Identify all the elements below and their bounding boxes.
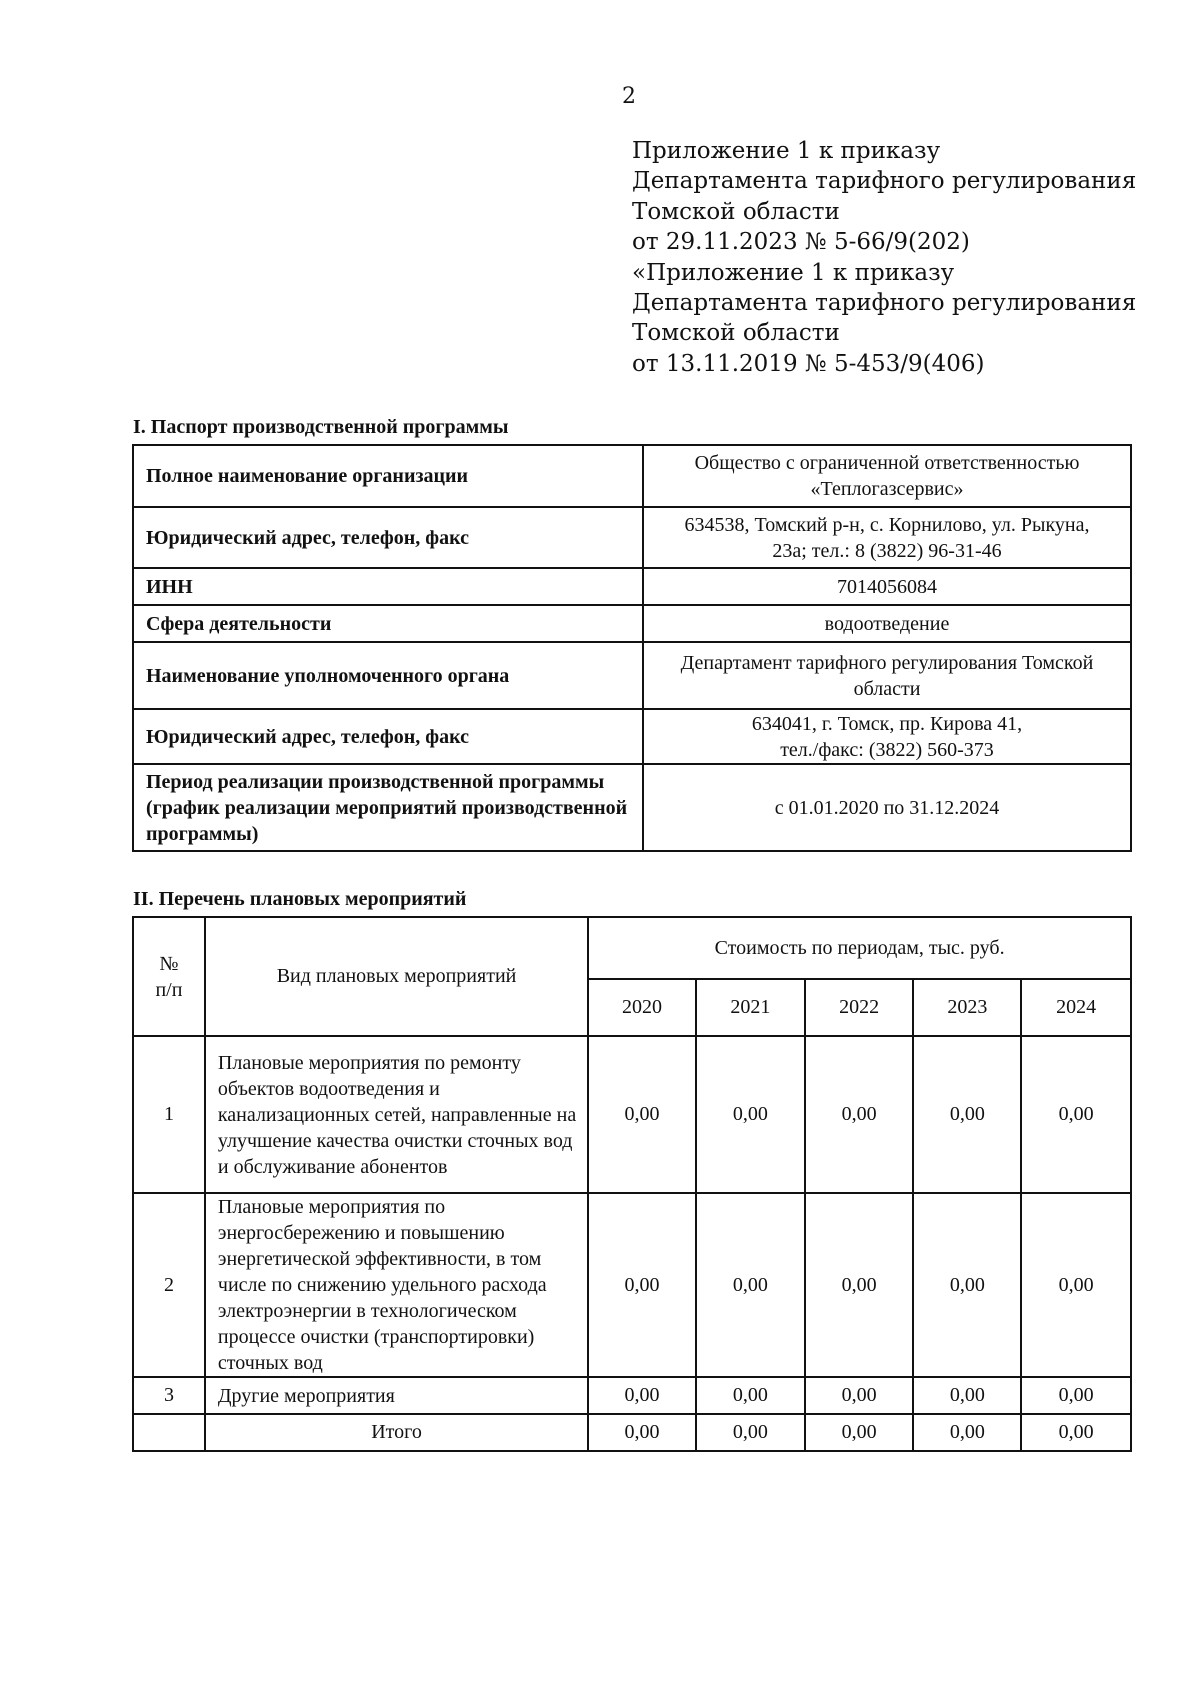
value-cell: 0,00: [805, 1377, 914, 1414]
activity-column-header: Вид плановых мероприятий: [205, 917, 588, 1036]
passport-label: Полное наименование организации: [133, 445, 643, 507]
value-cell: 0,00: [805, 1036, 914, 1193]
appendix-line: Томской области: [632, 198, 840, 225]
value-cell: 0,00: [1021, 1193, 1131, 1377]
year-header: 2024: [1021, 979, 1131, 1036]
value-cell: 0,00: [913, 1377, 1021, 1414]
passport-label: Период реализации производственной программы (график реализации мероприятий производственной программы): [133, 764, 643, 851]
passport-value: [643, 764, 1131, 851]
total-value: 0,00: [696, 1414, 805, 1451]
passport-value-line: Общество с ограниченной ответственностью: [694, 452, 1080, 474]
value-cell: 0,00: [913, 1036, 1021, 1193]
passport-row: [133, 445, 1131, 507]
total-label: Итого: [205, 1414, 588, 1451]
passport-value: [643, 709, 1131, 764]
value-cell: 0,00: [805, 1193, 914, 1377]
passport-row: [133, 605, 1131, 642]
activity-cell: Плановые мероприятия по ремонту объектов водоотведения и канализационных сетей, направленные на улучшение качества очистки сточных вод и обслуживание абонентов: [205, 1036, 588, 1193]
year-header: 2020: [588, 979, 696, 1036]
value-cell: 0,00: [913, 1193, 1021, 1377]
value-cell: 0,00: [696, 1193, 805, 1377]
appendix-line: от 29.11.2023 № 5-66/9(202): [632, 229, 970, 256]
value-cell: 0,00: [588, 1193, 696, 1377]
appendix-line: Департамента тарифного регулирования: [632, 290, 1137, 317]
appendix-line: Приложение 1 к приказу: [632, 138, 941, 164]
passport-value-line: водоотведение: [824, 612, 950, 635]
value-cell: 0,00: [1021, 1036, 1131, 1193]
plan-header-row: [133, 917, 1131, 979]
passport-value: [643, 507, 1131, 568]
passport-value-line: 634538, Томский р-н, с. Корнилово, ул. Рыкуна,: [684, 513, 1090, 536]
empty-cell: [133, 1414, 205, 1451]
passport-label: Юридический адрес, телефон, факс: [133, 507, 643, 568]
passport-value-line: «Теплогазсервис»: [810, 478, 964, 500]
passport-row: [133, 764, 1131, 851]
section2-title: II. Перечень плановых мероприятий: [133, 888, 467, 910]
passport-row: [133, 642, 1131, 709]
total-value: 0,00: [805, 1414, 914, 1451]
passport-value: [643, 445, 1131, 507]
passport-value-line: 634041, г. Томск, пр. Кирова 41,: [751, 712, 1023, 735]
appendix-line: от 13.11.2019 № 5-453/9(406): [632, 350, 985, 377]
passport-value: [643, 605, 1131, 642]
table-row: [133, 1036, 1131, 1193]
value-cell: 0,00: [696, 1377, 805, 1414]
total-value: 0,00: [1021, 1414, 1131, 1451]
plan-table: [132, 916, 1132, 1452]
value-cell: 0,00: [1021, 1377, 1131, 1414]
passport-row: [133, 709, 1131, 764]
appendix-line: Департамента тарифного регулирования: [632, 168, 1137, 195]
passport-label: ИНН: [133, 568, 643, 605]
table-row: [133, 1377, 1131, 1414]
passport-value: [643, 568, 1131, 605]
passport-value-line: тел./факс: (3822) 560-373: [780, 738, 994, 761]
passport-value-line: с 01.01.2020 по 31.12.2024: [774, 796, 1000, 819]
total-value: 0,00: [913, 1414, 1021, 1451]
year-header: 2022: [805, 979, 914, 1036]
passport-value-line: 23а; тел.: 8 (3822) 96-31-46: [772, 539, 1002, 562]
total-value: 0,00: [588, 1414, 696, 1451]
value-cell: 0,00: [588, 1036, 696, 1193]
row-number: 2: [133, 1193, 205, 1377]
passport-label: Юридический адрес, телефон, факс: [133, 709, 643, 764]
activity-cell: Плановые мероприятия по энергосбережению и повышению энергетической эффективности, в том числе по снижению удельного расхода электроэнергии в технологическом процессе очистки (транспортировки) сточных вод: [205, 1193, 588, 1377]
appendix-reference: [632, 136, 1136, 379]
value-cell: 0,00: [588, 1377, 696, 1414]
passport-row: [133, 568, 1131, 605]
appendix-line: «Приложение 1 к приказу: [632, 259, 955, 286]
value-cell: 0,00: [696, 1036, 805, 1193]
passport-label: Наименование уполномоченного органа: [133, 642, 643, 709]
page-number: 2: [622, 84, 636, 109]
year-header: 2021: [696, 979, 805, 1036]
passport-value-line: Департамент тарифного регулирования Томской: [680, 651, 1094, 674]
year-header: 2023: [913, 979, 1021, 1036]
cost-header: Стоимость по периодам, тыс. руб.: [588, 917, 1131, 979]
row-number: 1: [133, 1036, 205, 1193]
table-row: [133, 1193, 1131, 1377]
row-number: 3: [133, 1377, 205, 1414]
passport-value-line: области: [853, 677, 921, 700]
total-row: [133, 1414, 1131, 1451]
num-column-header: [133, 917, 205, 1036]
num-header-text: № п/п: [155, 952, 183, 1001]
section1-title: I. Паспорт производственной программы: [133, 416, 509, 438]
passport-value: [643, 642, 1131, 709]
activity-cell: Другие мероприятия: [205, 1377, 588, 1414]
passport-label: Сфера деятельности: [133, 605, 643, 642]
passport-table: [132, 444, 1132, 852]
appendix-line: Томской области: [632, 320, 840, 347]
passport-value-line: 7014056084: [837, 575, 937, 598]
passport-row: [133, 507, 1131, 568]
